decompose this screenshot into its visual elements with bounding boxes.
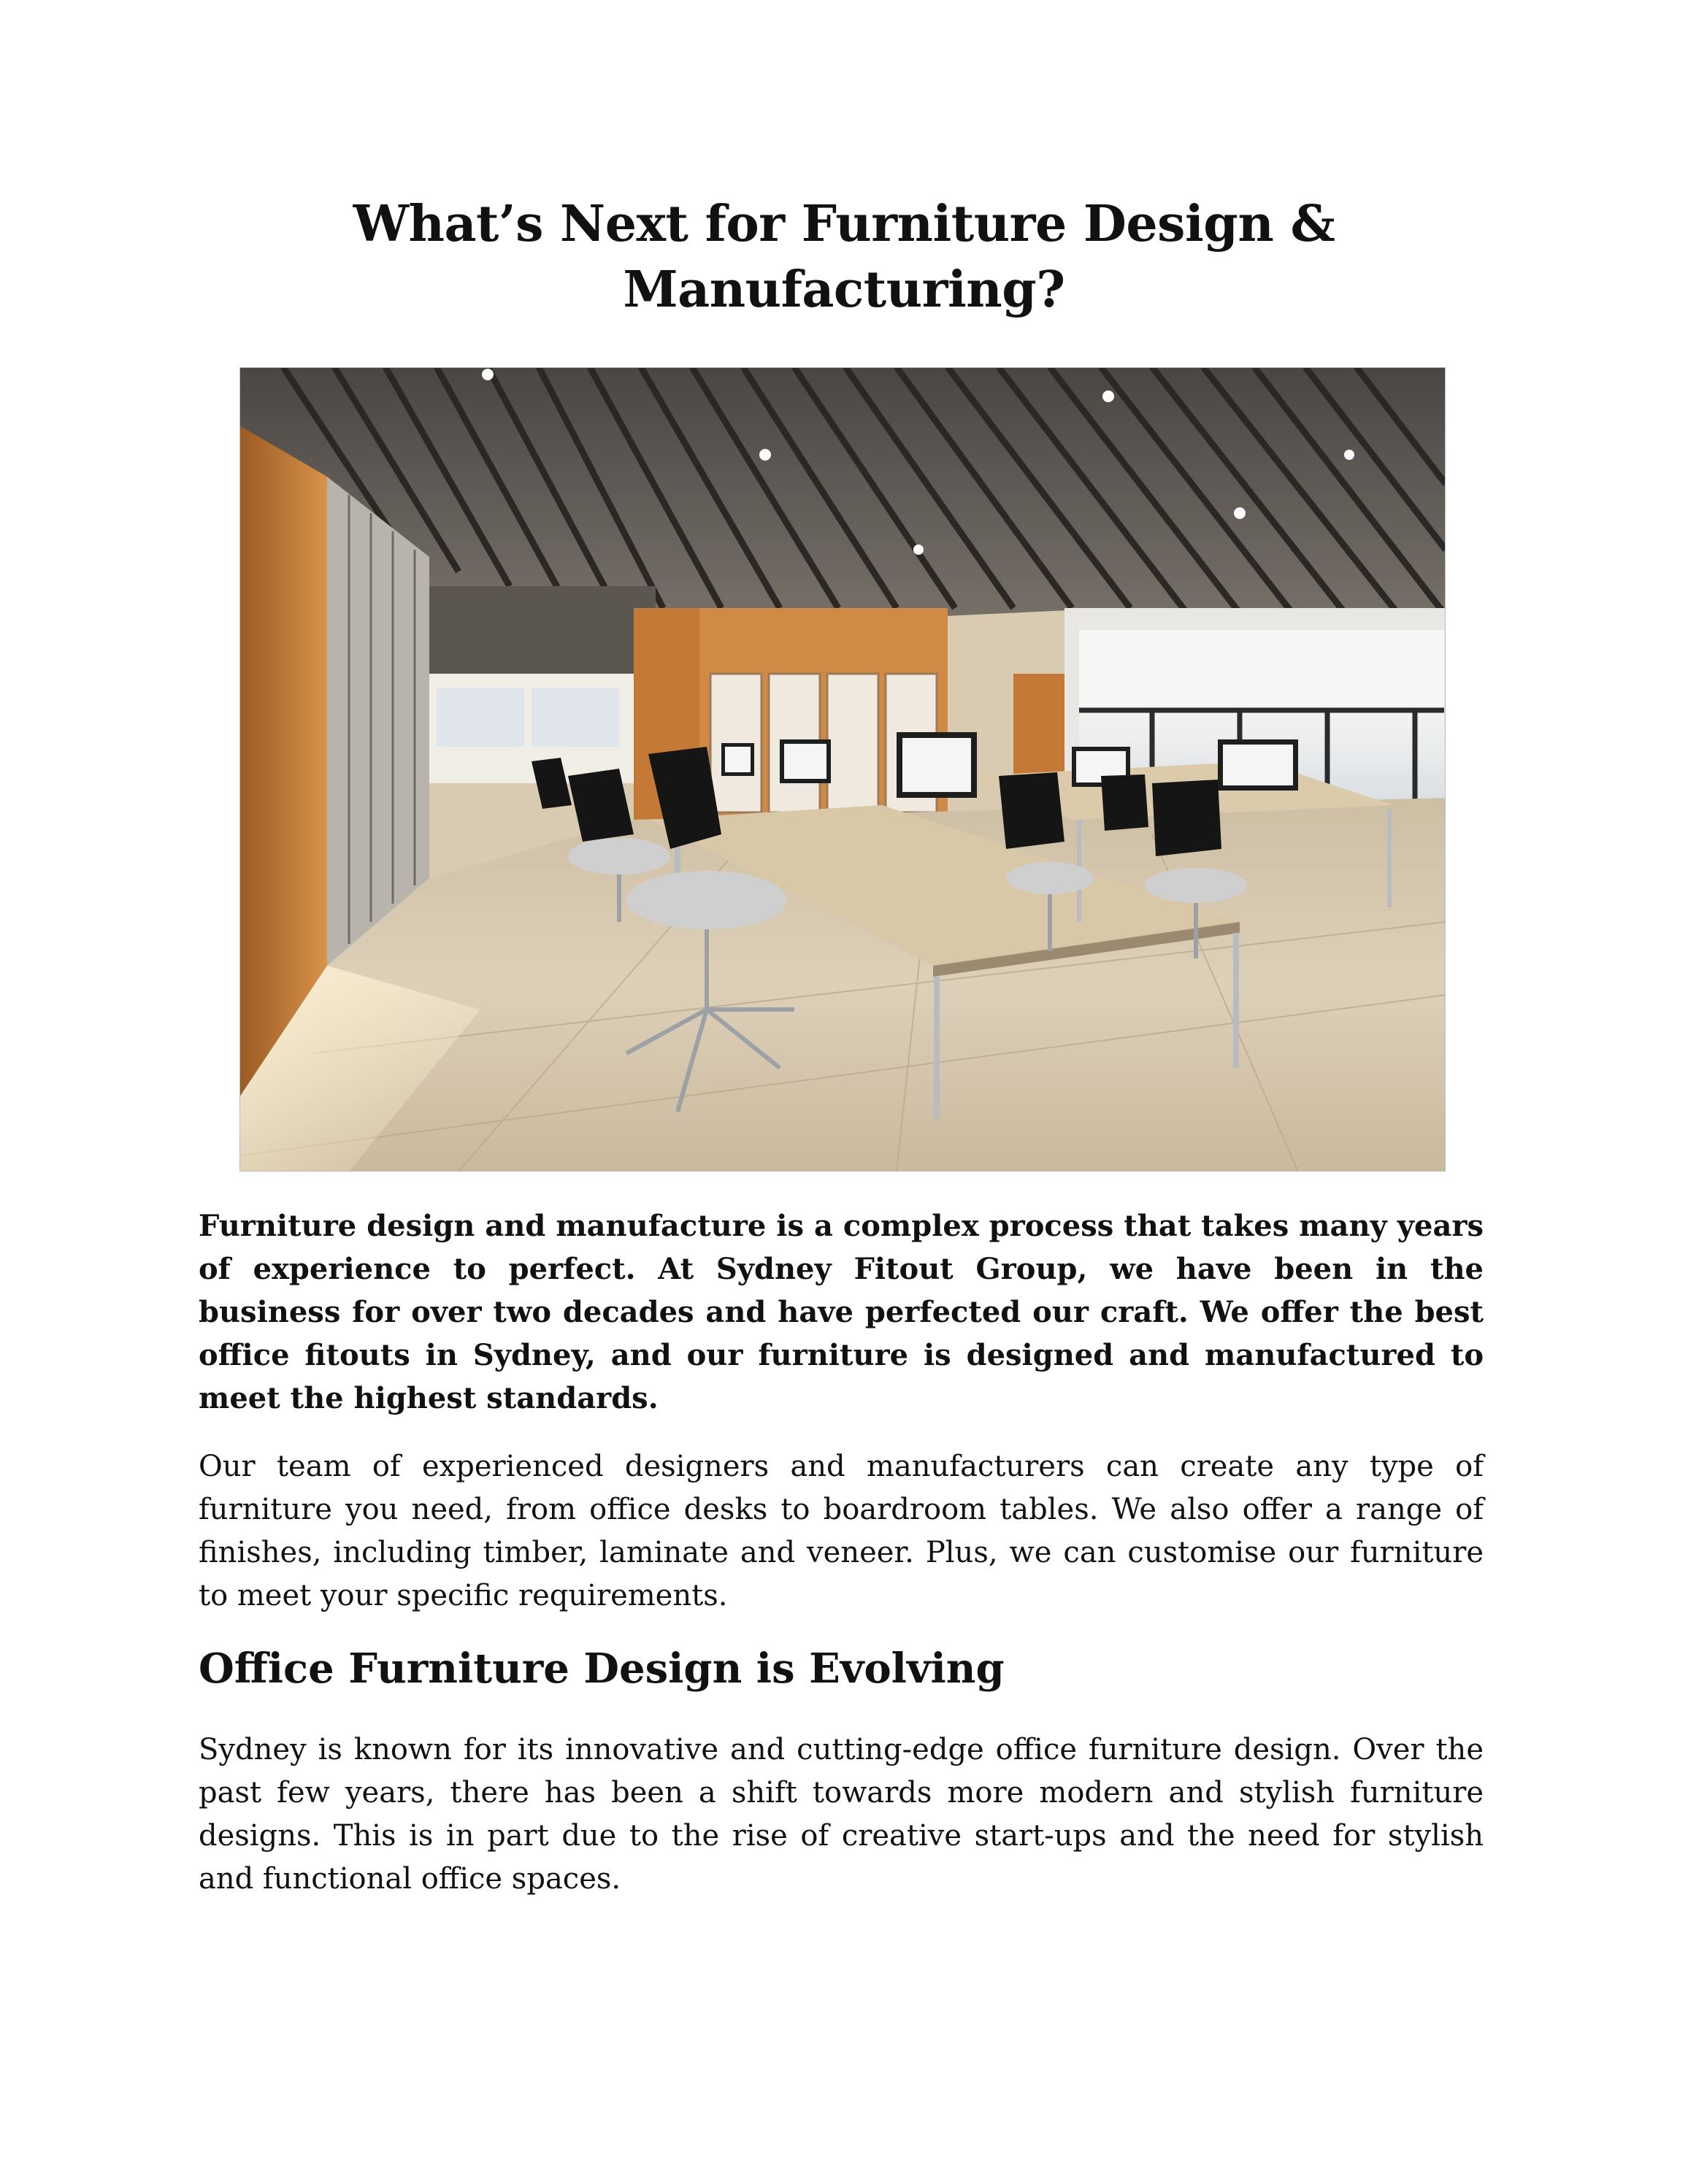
body-paragraph-1: Our team of experienced designers and manufacturers can create any type of furniture you need, from office desks to boardroom tables. We also offer a range of finishes, including timber, laminate and veneer. Plus, we can customise our furniture to meet your specific requirements. — [199, 1450, 1484, 1612]
intro-paragraph: Furniture design and manufacture is a complex process that takes many years of experience to perfect. At Sydney Fitout Group, we have been in the business for over two decades and have perfected our craft. We offer the best office fitouts in Sydney, and our furniture is designed and manufactured to meet the highest standards. — [199, 1209, 1484, 1415]
page-title: What’s Next for Furniture Design & Manufacturing? — [353, 195, 1335, 319]
section-heading: Office Furniture Design is Evolving — [199, 1645, 1005, 1693]
body-paragraph-2: Sydney is known for its innovative and cutting-edge office furniture design. Over the past few years, there has been a shift towards more modern and stylish furniture designs. This is in part due to the rise of creative start-ups and the need for stylish and functional office spaces. — [199, 1733, 1484, 1896]
office-interior-image — [239, 367, 1446, 1172]
